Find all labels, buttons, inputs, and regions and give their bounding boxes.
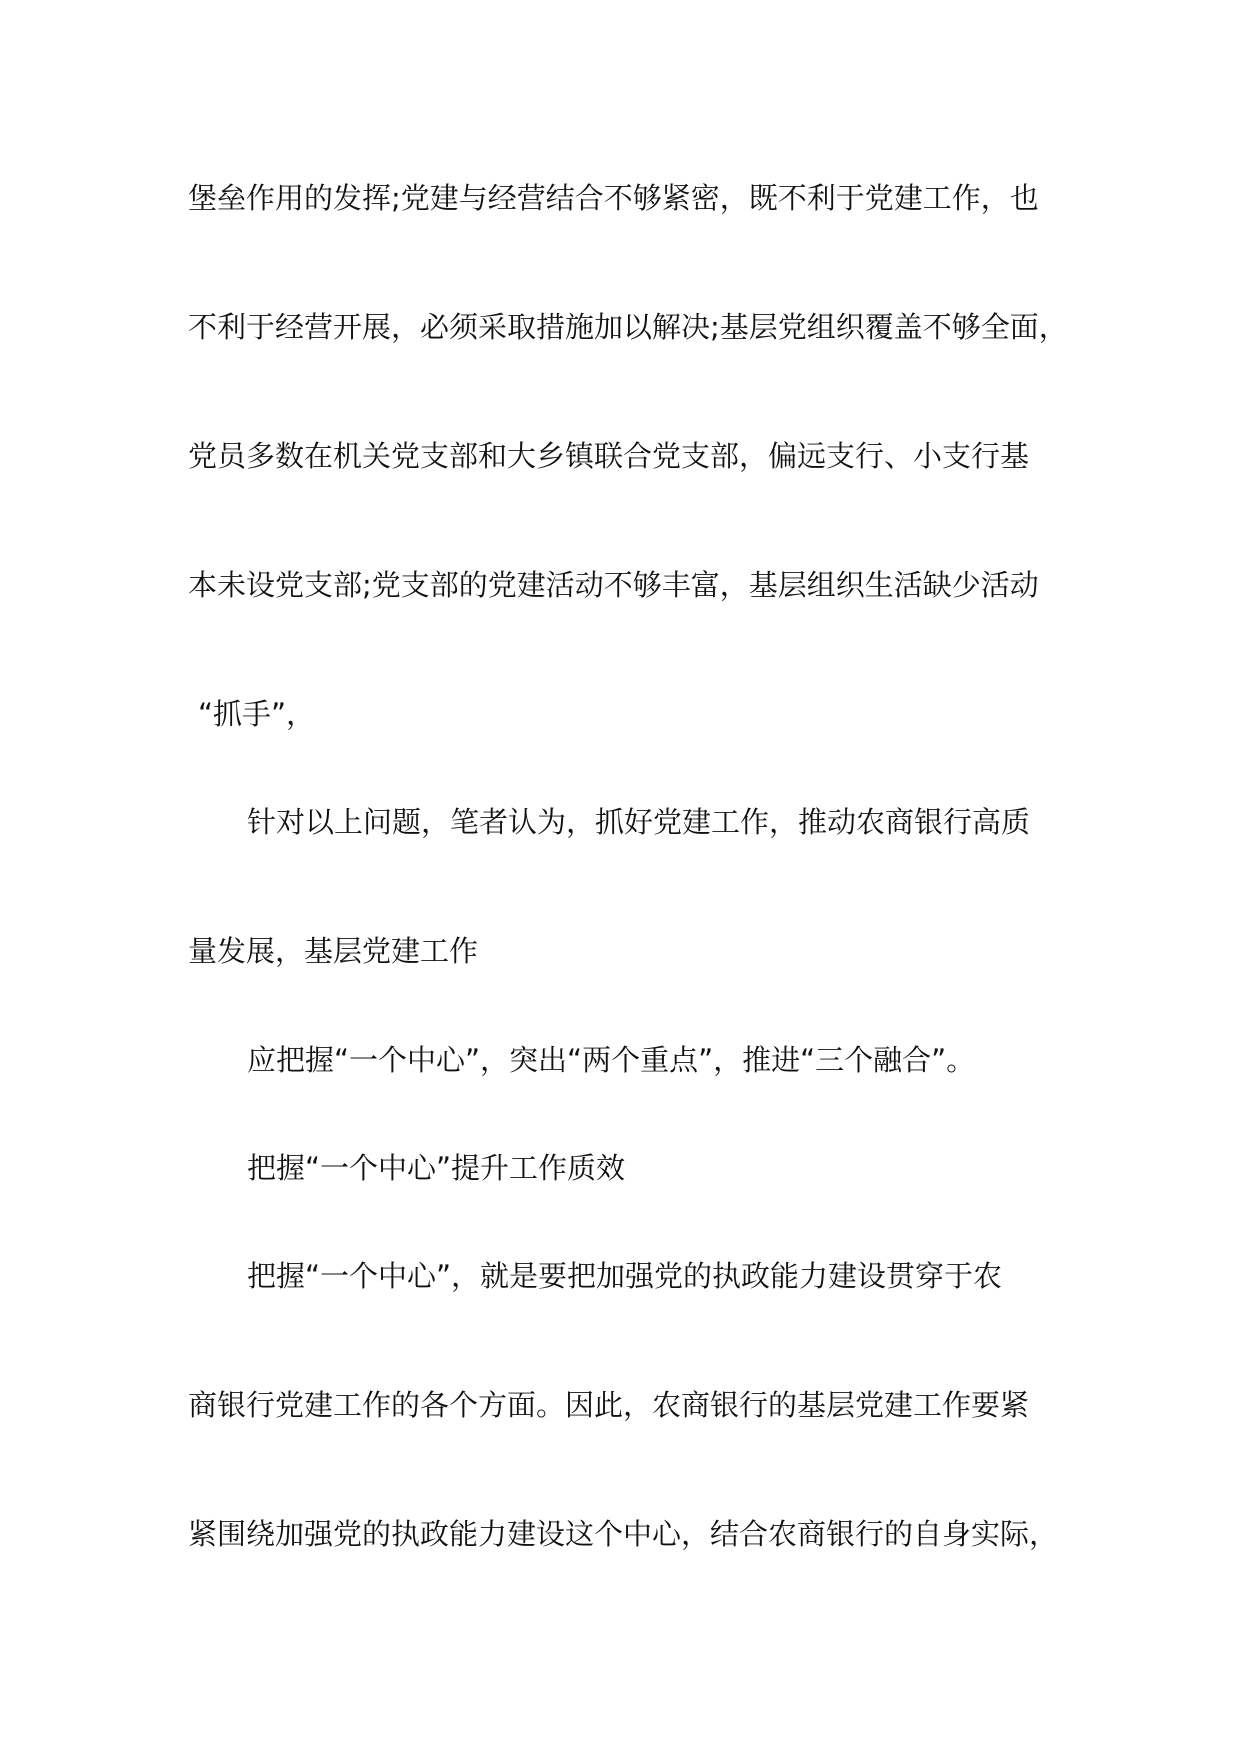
section-heading: 把握“一个中心”提升工作质效 — [247, 1151, 626, 1185]
paragraph-line: 不利于经营开展，必须采取措施加以解决;基层党组织覆盖不够全面， — [188, 310, 1068, 344]
paragraph-line: “抓手”， — [198, 697, 316, 731]
paragraph-line: 应把握“一个中心”，突出“两个重点”，推进“三个融合”。 — [247, 1043, 976, 1077]
paragraph-line: 量发展，基层党建工作 — [188, 934, 479, 968]
paragraph-line: 针对以上问题，笔者认为，抓好党建工作，推动农商银行高质 — [247, 805, 1031, 839]
paragraph-line: 本未设党支部;党支部的党建活动不够丰富，基层组织生活缺少活动 — [188, 568, 1039, 602]
paragraph-line: 把握“一个中心”，就是要把加强党的执政能力建设贯穿于农 — [247, 1259, 1003, 1293]
paragraph-line: 堡垒作用的发挥;党建与经营结合不够紧密，既不利于党建工作，也 — [188, 181, 1039, 215]
paragraph-line: 商银行党建工作的各个方面。因此，农商银行的基层党建工作要紧 — [188, 1388, 1030, 1422]
paragraph-line: 党员多数在机关党支部和大乡镇联合党支部，偏远支行、小支行基 — [188, 439, 1030, 473]
paragraph-line: 紧围绕加强党的执政能力建设这个中心，结合农商银行的自身实际， — [188, 1517, 1059, 1551]
